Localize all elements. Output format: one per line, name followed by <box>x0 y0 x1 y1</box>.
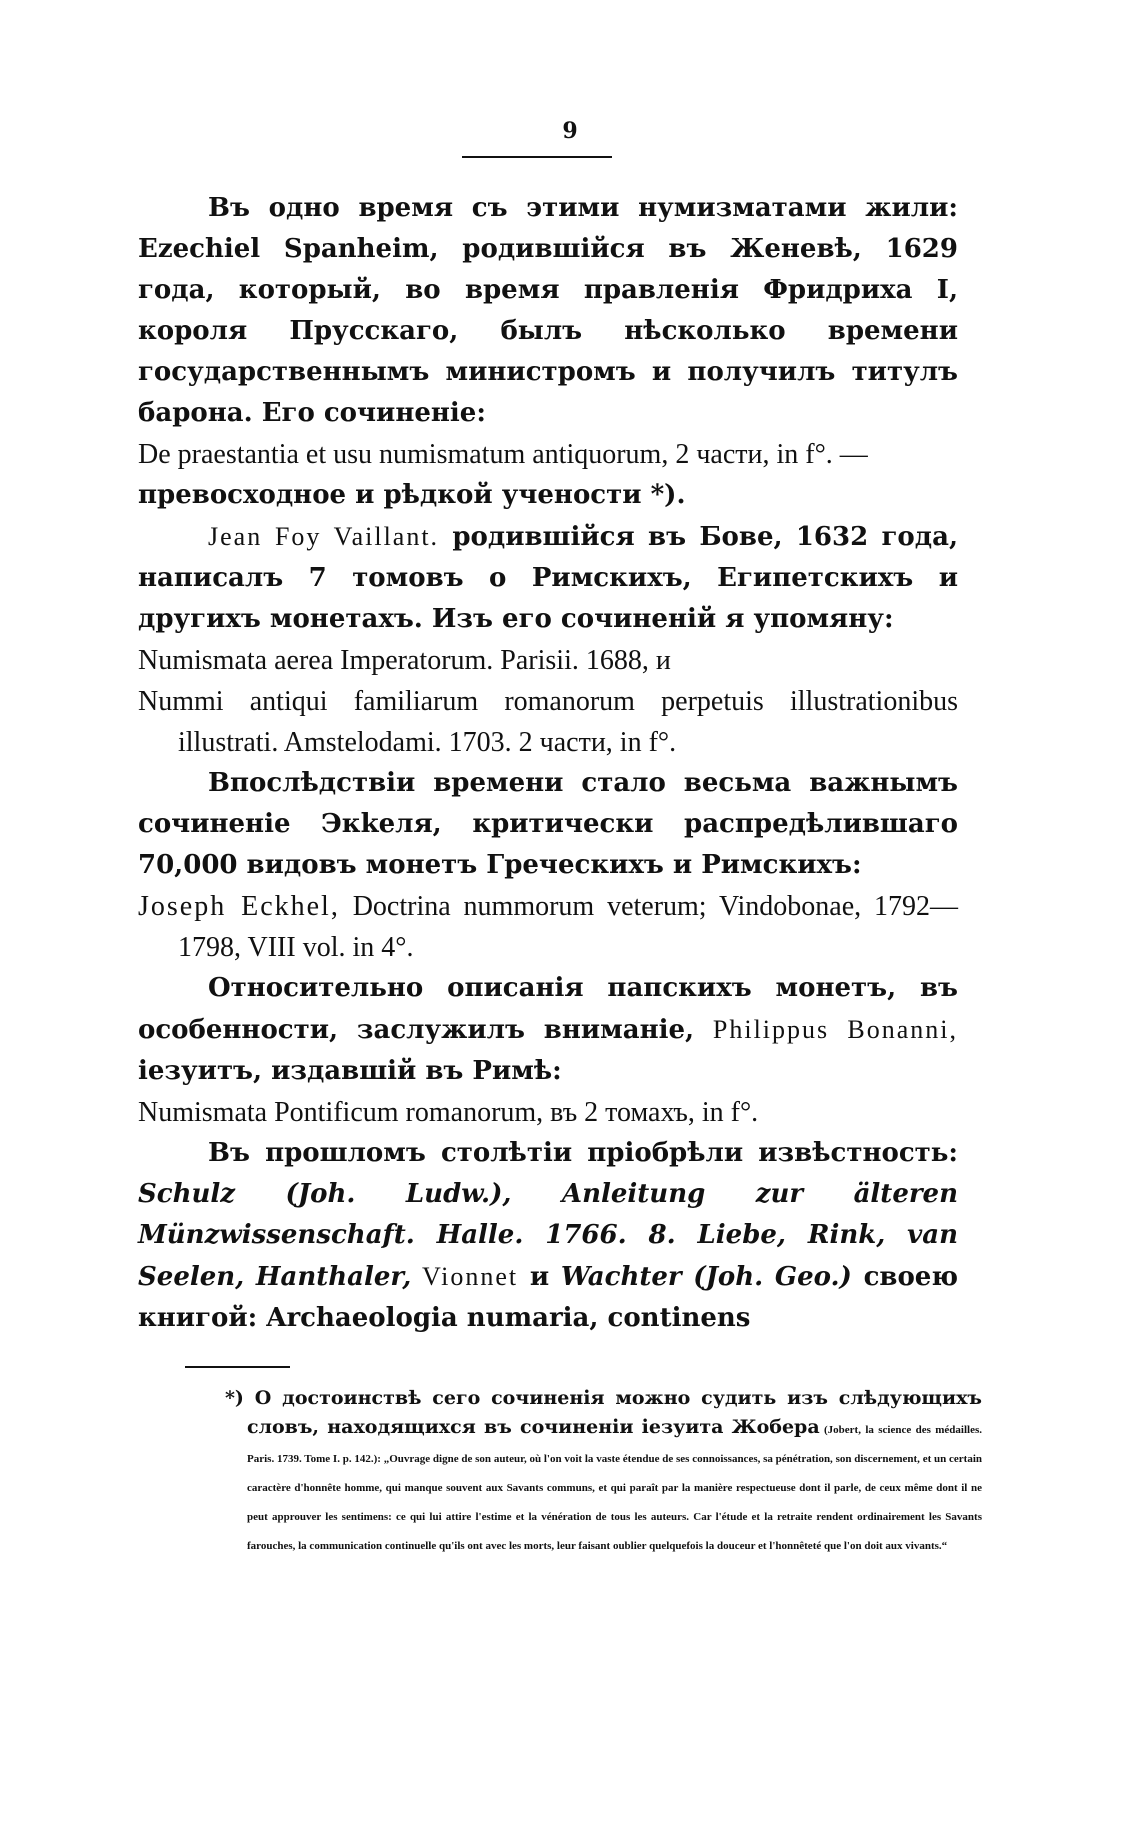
paragraph-spanheim-end: превосходное и рѣдкой учености *). <box>138 480 686 510</box>
citation-eckhel <box>138 886 958 968</box>
paragraph-bonanni-b: іезуитъ, издавшій въ Римѣ: <box>138 1056 562 1086</box>
page-number: 9 <box>562 118 578 144</box>
paragraph-vaillant <box>138 516 958 640</box>
footnote-main: *) О достоинствѣ сего сочиненія можно судить изъ слѣдующихъ словъ, находящихся въ сочиненіи іезуита Жобера <box>225 1387 982 1438</box>
author-bonanni: Philippus Bonanni, <box>712 1015 959 1044</box>
paragraph-18th-b: своею книгой: Archaeologia numaria, continens <box>138 1262 959 1333</box>
citation-vaillant-1: Numismata aerea Imperatorum. Parisii. 1688, и <box>138 645 671 676</box>
footnote <box>225 1384 982 1558</box>
author-vaillant: Jean Foy Vaillant. <box>208 522 440 551</box>
paragraph-spanheim: Въ одно время съ этими нумизматами жили: Ezechiel Spanheim, родившійся въ Женевѣ, 1629 года, который, во время правленія Фридриха I, короля Прусскаго, былъ нѣсколько времени государственнымъ министромъ и получилъ титулъ барона. Его сочиненіе: <box>138 193 958 428</box>
fraktur-authors: Schulz (Joh. Ludw.), Anleitung zur älteren Münzwissenschaft. Halle. 1766. 8. Liebe, Rink, van Seelen, Hanthaler, <box>138 1179 958 1292</box>
paragraph-bonanni-a: Относительно описанія папскихъ монетъ, въ особенности, заслужилъ вниманіе, <box>138 973 958 1045</box>
paragraph-18th-a: Въ прошломъ столѣтіи пріобрѣли извѣстность: <box>208 1138 958 1168</box>
footnote-rule <box>185 1366 290 1368</box>
paragraph-vaillant-text: родившійся въ Бове, 1632 года, написалъ 7 томовъ о Римскихъ, Египетскихъ и другихъ монетахъ. Изъ его сочиненій я упомяну: <box>138 522 958 634</box>
conjunction: и <box>518 1262 561 1292</box>
footnote-reference: (Jobert, la science des médailles. Paris. 1739. Tome I. p. 142.): <box>247 1424 982 1465</box>
paragraph-18th-century <box>138 1133 958 1339</box>
citation-eckhel-text: Doctrina nummorum veterum; Vindobonae, 1792—1798, VIII vol. in 4°. <box>178 891 958 963</box>
citation-vaillant-2: Nummi antiqui familiarum romanorum perpetuis illustrationibus illustrati. Amstelodami. 1703. 2 части, in f°. <box>138 686 958 758</box>
header-rule <box>462 156 612 158</box>
citation-spanheim: De praestantia et usu numismatum antiquorum, 2 части, in f°. — <box>138 439 868 470</box>
main-text <box>138 188 958 1339</box>
paragraph-eckhel: Впослѣдствіи времени стало весьма важнымъ сочиненіе Экkeля, критически распредѣлившаго 70,000 видовъ монетъ Греческихъ и Римскихъ: <box>138 768 958 880</box>
author-eckhel: Joseph Eckhel, <box>138 891 340 922</box>
author-wachter: Wachter (Joh. Geo.) <box>560 1262 852 1292</box>
citation-bonanni: Numismata Pontificum romanorum, въ 2 томахъ, in f°. <box>138 1097 759 1128</box>
author-vionnet: Vionnet <box>411 1262 519 1291</box>
paragraph-bonanni <box>138 968 958 1092</box>
footnote-quote: „Ouvrage digne de son auteur, où l'on voit la vaste étendue de ses connoissances, sa pénétration, son discernement, et un certain caractère d'honnête homme, qui manque souvent aux Savants communs, et qui paraît par la manière respectueuse dont il parle, de ceux même dont il ne peut approuver les sentimens: ce qui lui attire l'estime et la vénération de tous les auteurs. Car l'étude et la retraite rendent ordinairement les Savants farouches, la communication continuelle qu'ils ont avec les morts, leur faisant oublier quelquefois la douceur et l'honnêteté que l'on doit aux vivants.“ <box>247 1453 983 1552</box>
